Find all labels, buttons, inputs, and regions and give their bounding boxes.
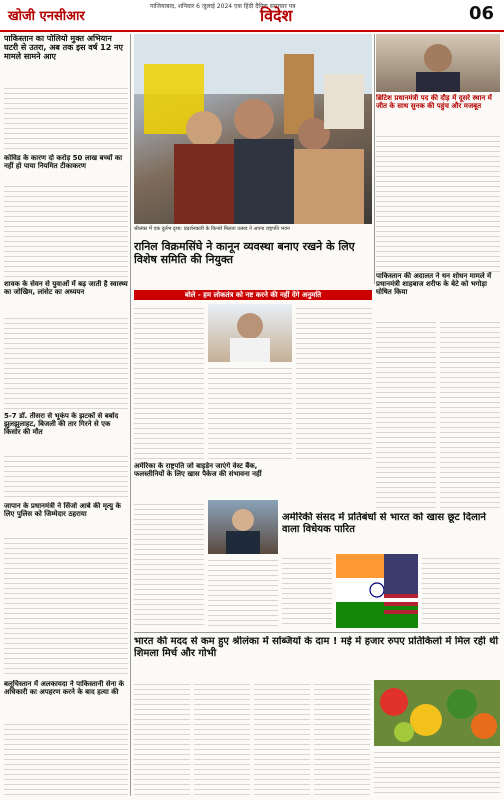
article-corona: [4, 154, 128, 180]
article-body: [4, 314, 128, 410]
ranil-photo-graphic: [208, 304, 292, 362]
article-body: [376, 318, 436, 508]
biden-photo-graphic: [208, 500, 278, 554]
vegetables-graphic: [374, 680, 500, 746]
headline: शावक के सेवन से युवाओं में बढ़ जाती है स्वास्थ्य का जोखिम, लांसेट का अध्ययन: [4, 280, 128, 297]
protest-photo-graphic: [134, 34, 372, 224]
article-body: [208, 556, 278, 628]
vegetables-photo: [374, 680, 500, 746]
article-heatwave: [4, 280, 128, 312]
article-body: [134, 500, 204, 628]
photo-caption: श्रीलंका में एक दुर्लभ दृश्य: प्रदर्शनकारी के किनारे मिलता उत्सव ने अपना राष्ट्रपति भवन: [134, 226, 290, 232]
ranil-subtitle: बोले - हम लोकतंत्र को नष्ट करने की नहीं देंगे अनुमति: [134, 290, 372, 300]
article-body: [134, 680, 190, 796]
ranil-photo: [208, 304, 292, 362]
section-rule: [134, 632, 500, 633]
masthead-meta: गाजियाबाद, शनिवार 6 जुलाई 2024 एक हिंदी दैनिक समाचार पत्र: [150, 3, 296, 10]
article-body: [282, 554, 332, 628]
article-electricity: [4, 412, 128, 452]
headline: भारत की मदद से कम हुए श्रीलंका में सब्जियों के दाम ! मई में हजार रुपए प्रतिकिलो में मिल रही थी शिमला मिर्च और गोभी: [134, 636, 499, 659]
article-body: [314, 680, 370, 796]
article-body: [376, 132, 500, 272]
article-body: [134, 304, 204, 460]
article-pakistan-polio: [4, 34, 128, 84]
headline: 5-7 डॉ. तीसरा से भूकंप के झटकों से बर्बाद झुलझुलाहट, बिजली की तार गिरने से एक किसोर की मौत: [4, 412, 119, 437]
headline: बलूचिस्तान में अलकायदा ने पाकिस्तानी सेना के अधिकारी का अपहरण करने के बाद हत्या की: [4, 680, 124, 697]
article-body: [208, 364, 292, 460]
article-body: [4, 452, 128, 500]
article-body: [4, 720, 128, 796]
article-body: [440, 318, 500, 508]
article-body: [374, 748, 500, 796]
article-pak-court: [376, 272, 500, 316]
article-body: [194, 680, 250, 796]
article-body: [4, 182, 128, 278]
article-body: [422, 554, 500, 628]
article-uk: [376, 94, 500, 130]
masthead: [0, 0, 504, 32]
headline: रानिल विक्रमसिंघे ने कानून व्यवस्था बनाए रखने के लिए विशेष समिति की नियुक्त: [134, 240, 355, 266]
flags-graphic: [336, 554, 418, 628]
column-rule: [130, 34, 131, 796]
article-pakistan-police: [4, 502, 128, 534]
article-body: [4, 84, 128, 152]
article-india-help: [134, 636, 500, 676]
headline: ब्रिटिश प्रधानमंत्री पद की दौड़ में दूसरे स्थान में जीत के साथ सुनक की पहुंच और मजबूत: [376, 94, 492, 111]
headline: पाकिस्तान का पोलियो मुक्त अभियान घटरी से उतरा, अब तक इस वर्ष 12 नए मामले सामने आए: [4, 34, 123, 62]
uk-photo-graphic: [376, 34, 500, 92]
brand-name: खोजी एनसीआर: [8, 9, 85, 24]
article-ranil: [134, 240, 372, 288]
article-body: [4, 534, 128, 676]
headline: अमेरिकी संसद में प्रतिबंधों से भारत को खास छूट दिलाने वाला विधेयक पारित: [282, 512, 486, 535]
headline: कोविड के कारण दो करोड़ 50 लाख बच्चों का नहीं हो पाया नियमित टीकाकरण: [4, 154, 123, 171]
protest-photo: [134, 34, 372, 224]
section-title: विदेश: [260, 6, 293, 25]
headline: अमेरिका के राष्ट्रपति जो बाइडेन जाएंगे वेस्ट बैंक, फलस्तीनियों के लिए खास पैकेज की संभावना नहीं: [134, 462, 262, 479]
article-us-congress: [282, 512, 500, 552]
biden-photo: [208, 500, 278, 554]
headline: पाकिस्तान की अदालत ने धन शोधन मामले में प्रधानमंत्री शाहबाज शरीफ के बेटे को भगोड़ा घोषित किया: [376, 272, 492, 297]
headline: जापान के प्रधानमंत्री ने सिंजो आबे की मृत्यु के लिए पुलिस को जिम्मेदार ठहराया: [4, 502, 121, 519]
article-body: [296, 304, 372, 460]
column-rule: [374, 34, 375, 284]
uk-photo: [376, 34, 500, 92]
flags-photo: [336, 554, 418, 628]
article-us-president: [134, 462, 278, 498]
page-number: 06: [468, 3, 494, 24]
article-baluch: [4, 680, 128, 720]
article-body: [254, 680, 310, 796]
